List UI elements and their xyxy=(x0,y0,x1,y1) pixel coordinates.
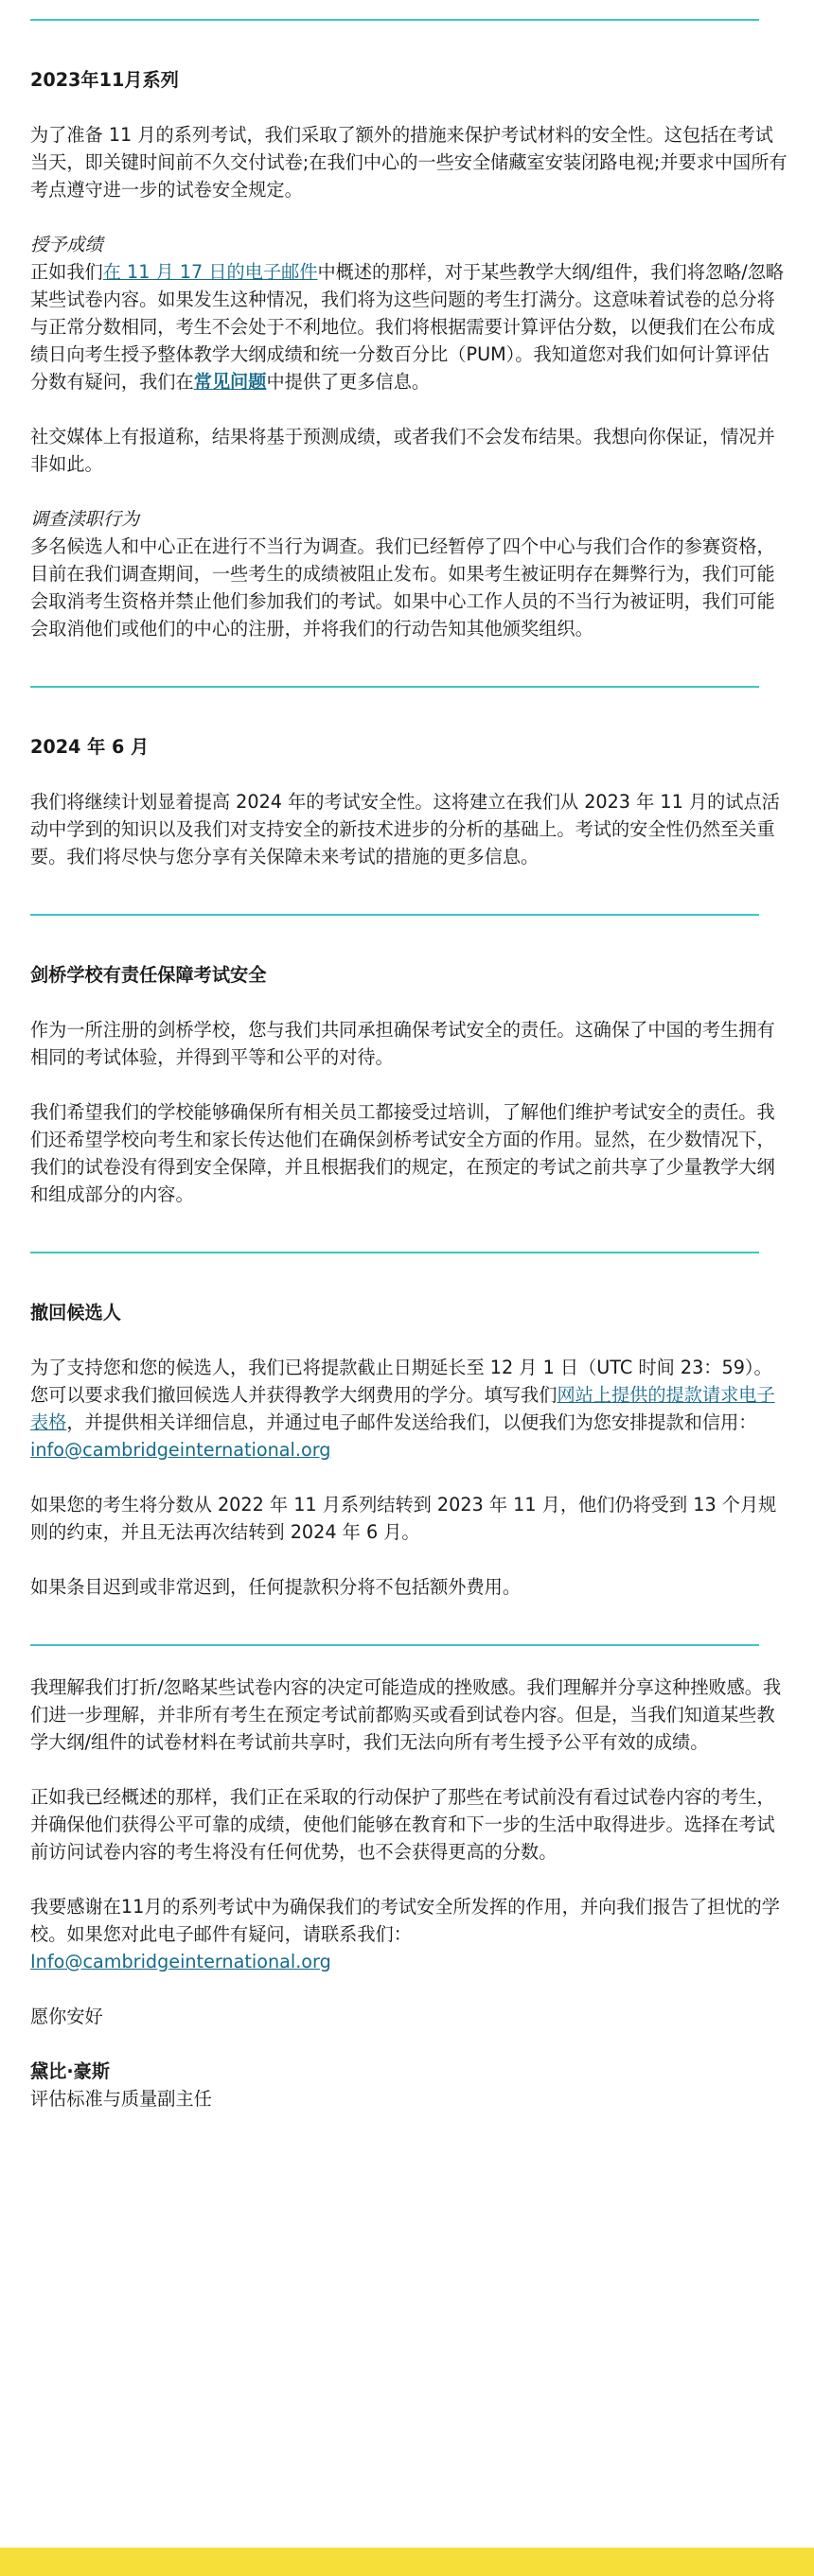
signature-name: 黛比·豪斯 xyxy=(30,2060,111,2082)
section-heading-nov-2023: 2023年11月系列 xyxy=(30,69,179,91)
faq-link[interactable]: 常见问题 xyxy=(193,371,267,393)
footer-bar xyxy=(0,2548,814,2576)
paragraph: 社交媒体上有报道称，结果将基于预测成绩，或者我们不会发布结果。我想向你保证，情况并非如此。 xyxy=(30,426,775,475)
nov-17-email-link[interactable]: 在 11 月 17 日的电子邮件 xyxy=(102,261,318,283)
section-divider xyxy=(30,1252,759,1253)
subheading-malpractice: 调查渎职行为 xyxy=(30,508,140,530)
paragraph: 作为一所注册的剑桥学校，您与我们共同承担确保考试安全的责任。这确保了中国的考生拥有相同的考试体验，并得到平等和公平的对待。 xyxy=(30,1019,775,1068)
paragraph: 正如我们在 11 月 17 日的电子邮件中概述的那样，对于某些教学大纲/组件，我们将忽略/忽略某些试卷内容。如果发生这种情况，我们将为这些问题的考生打满分。这意味着试卷的总分将与正常分数相同，考生不会处于不利地位。我们将根据需要计算评估分数，以便我们在公布成绩日向考生授予整体教学大纲成绩和统一分数百分比（PUM）。我知道您对我们如何计算评估分数有疑问，我们在常见问题中提供了更多信息。 xyxy=(30,261,785,393)
section-divider xyxy=(30,686,759,688)
paragraph: 我要感谢在11月的系列考试中为确保我们的考试安全所发挥的作用，并向我们报告了担忧的学校。如果您对此电子邮件有疑问，请联系我们： Info@cambridgeinternational.org xyxy=(30,1896,780,1972)
section-divider xyxy=(30,914,759,916)
paragraph: 我们希望我们的学校能够确保所有相关员工都接受过培训，了解他们维护考试安全的责任。我们还希望学校向考生和家长传达他们在确保剑桥考试安全方面的作用。显然，在少数情况下，我们的试卷没有得到安全保障，并且根据我们的规定，在预定的考试之前共享了少量教学大纲和组成部分的内容。 xyxy=(30,1101,775,1205)
subheading-awarding-grades: 授予成绩 xyxy=(30,234,103,255)
signature-title: 评估标准与质量副主任 xyxy=(30,2088,212,2110)
contact-email-link[interactable]: Info@cambridgeinternational.org xyxy=(30,1951,331,1972)
withdrawal-form-link[interactable]: 网站上提供的提款请求电子表格 xyxy=(30,1384,775,1433)
section-divider xyxy=(30,19,759,21)
paragraph: 多名候选人和中心正在进行不当行为调查。我们已经暂停了四个中心与我们合作的参赛资格，目前在我们调查期间，一些考生的成绩被阻止发布。如果考生被证明存在舞弊行为，我们可能会取消考生资格并禁止他们参加我们的考试。如果中心工作人员的不当行为被证明，我们可能会取消他们或他们的中心的注册，并将我们的行动告知其他颁奖组织。 xyxy=(30,535,775,640)
paragraph: 为了支持您和您的候选人，我们已将提款截止日期延长至 12 月 1 日（UTC 时间 23：59）。您可以要求我们撤回候选人并获得教学大纲费用的学分。填写我们网站上提供的提款请求电子表格，并提供相关详细信息，并通过电子邮件发送给我们，以便我们为您安排提款和信用： info@cambridgeinternational.org xyxy=(30,1357,775,1461)
paragraph: 我理解我们打折/忽略某些试卷内容的决定可能造成的挫败感。我们理解并分享这种挫败感。我们进一步理解，并非所有考生在预定考试前都购买或看到试卷内容。但是，当我们知道某些教学大纲/组件的试卷材料在考试前共享时，我们无法向所有考生授予公平有效的成绩。 xyxy=(30,1676,782,1753)
paragraph: 如果您的考生将分数从 2022 年 11 月系列结转到 2023 年 11 月，他们仍将受到 13 个月规则的约束，并且无法再次结转到 2024 年 6 月。 xyxy=(30,1494,777,1543)
section-heading-withdraw-candidates: 撤回候选人 xyxy=(30,1302,121,1323)
email-body xyxy=(30,0,787,2112)
paragraph: 如果条目迟到或非常迟到，任何提款积分将不包括额外费用。 xyxy=(30,1576,522,1598)
section-heading-june-2024: 2024 年 6 月 xyxy=(30,736,150,758)
closing: 愿你安好 xyxy=(30,2006,103,2027)
section-heading-school-responsibility: 剑桥学校有责任保障考试安全 xyxy=(30,964,267,986)
paragraph: 正如我已经概述的那样，我们正在采取的行动保护了那些在考试前没有看过试卷内容的考生，并确保他们获得公平可靠的成绩，使他们能够在教育和下一步的生活中取得进步。选择在考试前访问试卷内容的考生将没有任何优势，也不会获得更高的分数。 xyxy=(30,1786,775,1863)
paragraph: 我们将继续计划显着提高 2024 年的考试安全性。这将建立在我们从 2023 年 11 月的试点活动中学到的知识以及我们对支持安全的新技术进步的分析的基础上。考试的安全性仍然至关重要。我们将尽快与您分享有关保障未来考试的措施的更多信息。 xyxy=(30,791,780,867)
paragraph: 为了准备 11 月的系列考试，我们采取了额外的措施来保护考试材料的安全性。这包括在考试当天，即关键时间前不久交付试卷;在我们中心的一些安全储藏室安装闭路电视;并要求中国所有考点遵守进一步的试卷安全规定。 xyxy=(30,124,787,201)
section-divider xyxy=(30,1644,759,1646)
email-link[interactable]: info@cambridgeinternational.org xyxy=(30,1439,331,1461)
